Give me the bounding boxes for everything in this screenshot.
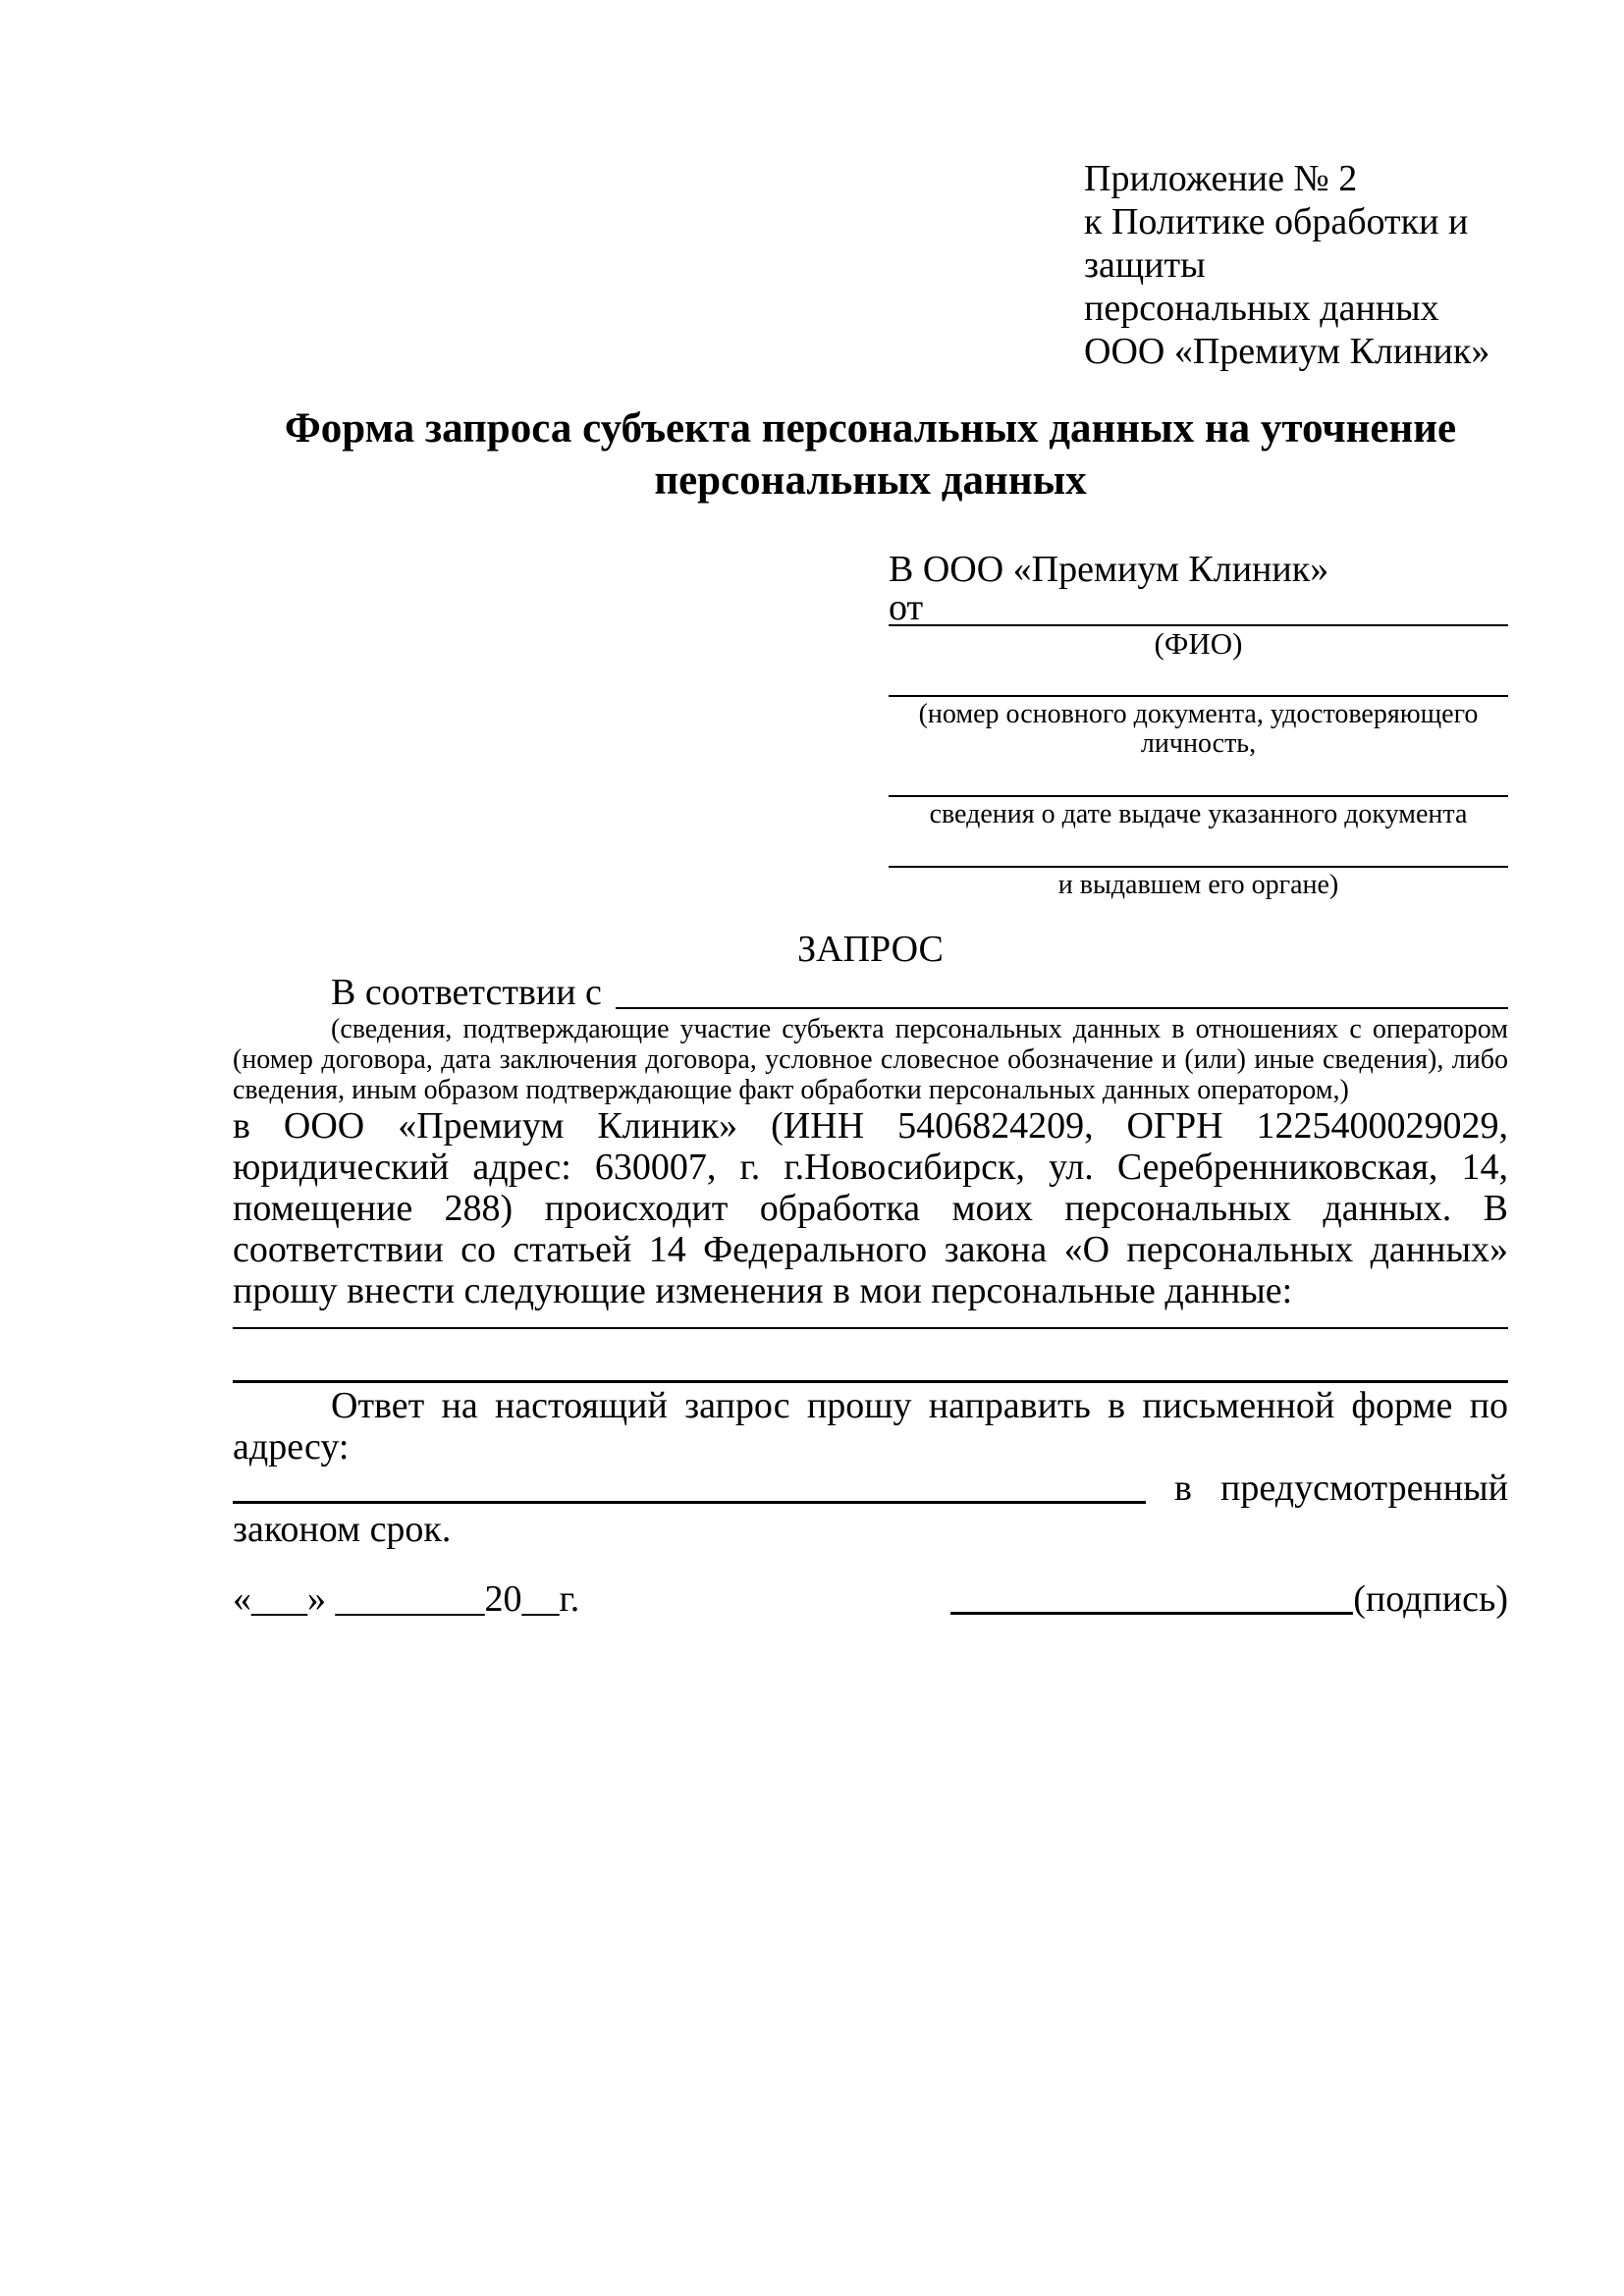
signature-area	[950, 1577, 1508, 1621]
date-blank: «___» ________20__г.	[233, 1578, 580, 1620]
appendix-line: персональных данных	[1084, 288, 1439, 329]
reply-word-a: в	[1174, 1468, 1192, 1509]
fill-in-line	[233, 1380, 1508, 1383]
blank-caption: сведения о дате выдаче указанного документа	[929, 799, 1468, 829]
appendix-line: Приложение № 2	[1084, 158, 1358, 199]
appendix-header	[1084, 157, 1508, 373]
page-title	[233, 402, 1508, 507]
reply-address-line	[233, 1468, 1508, 1509]
signature-caption: (подпись)	[1353, 1578, 1508, 1620]
appendix-line: ООО «Премиум Клиник»	[1084, 331, 1490, 372]
fill-in-line	[233, 1327, 1508, 1329]
blank-field-issuing-authority	[889, 866, 1508, 900]
fill-in-line	[616, 1007, 1508, 1009]
blank-caption: (номер основного документа, удостоверяющего личность,	[918, 699, 1479, 759]
blank-caption: (ФИО)	[1154, 626, 1243, 661]
page-title-line-1: Форма запроса субъекта персональных данных на уточнение	[284, 405, 1457, 452]
addressee-block	[889, 548, 1508, 900]
request-intro-line	[233, 971, 1508, 1014]
request-intro-prefix: В соответствии с	[331, 972, 602, 1013]
reply-instruction-line: Ответ на настоящий запрос прошу направить в письменной форме по адресу:	[233, 1385, 1508, 1468]
fill-in-line	[233, 1501, 1146, 1504]
request-body-paragraph: в ООО «Премиум Клиник» (ИНН 5406824209, ОГРН 1225400029029, юридический адрес: 630007, г. г.Новосибирск, ул. Серебренниковская, 14, помещение 288) происходит обработка моих персональных данных. В соответствии со статьей 14 Федерального закона «О персональных данных» прошу внести следующие изменения в мои персональные данные:	[233, 1105, 1508, 1311]
signature-line	[950, 1612, 1353, 1615]
blank-field-issue-date	[889, 795, 1508, 829]
addressee-to: В ООО «Премиум Клиник»	[889, 549, 1329, 590]
addressee-from-label: от	[889, 587, 924, 628]
blank-field-fio	[889, 624, 1508, 659]
page-title-line-2: персональных данных	[654, 457, 1087, 504]
appendix-line: к Политике обработки и защиты	[1084, 201, 1469, 286]
blank-caption: и выдавшем его органе)	[1057, 870, 1339, 900]
request-heading: ЗАПРОС	[797, 929, 944, 970]
reply-closing: законом срок.	[233, 1509, 452, 1550]
fine-print-note: (сведения, подтверждающие участие субъекта персональных данных в отношениях с оператором (номер договора, дата заключения договора, условное словесное обозначение и (или) иные сведения), либо сведения, иным образом подтверждающие факт обработки персональных данных оператором,)	[233, 1014, 1508, 1105]
reply-word-b: предусмотренный	[1220, 1468, 1508, 1509]
blank-field-document-number	[889, 695, 1508, 759]
signature-row	[233, 1577, 1508, 1621]
